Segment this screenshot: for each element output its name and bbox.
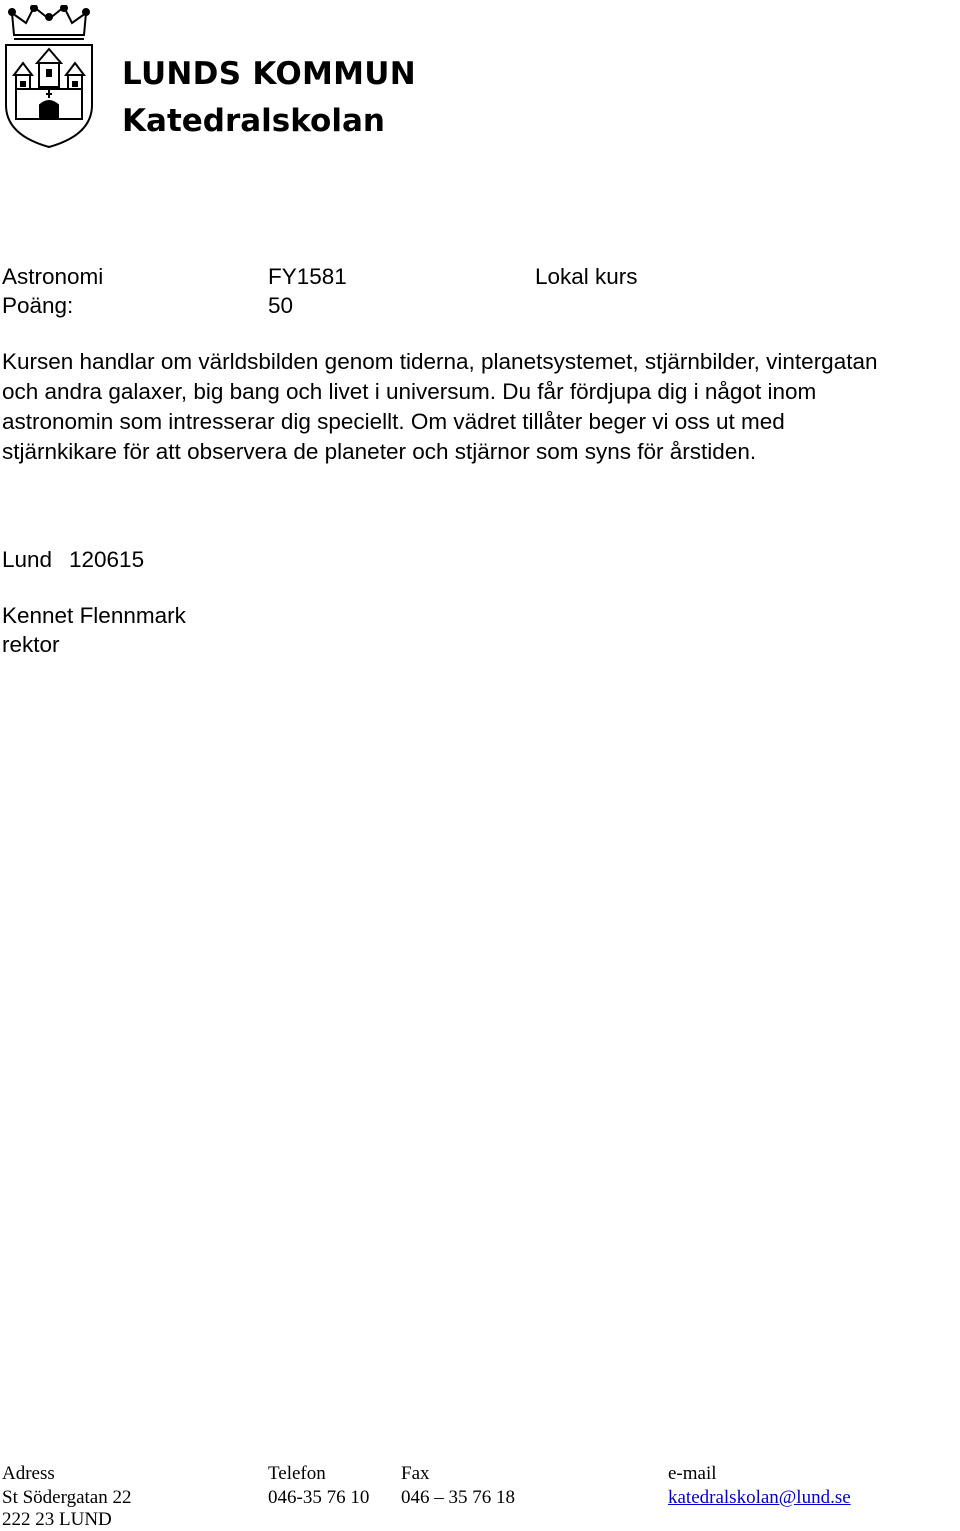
description-line: och andra galaxer, big bang och livet i universum. Du får fördjupa dig i något inom (2, 379, 817, 404)
email-link[interactable]: katedralskolan@lund.se (668, 1487, 851, 1508)
description-line: stjärnkikare för att observera de planeter och stjärnor som syns för årstiden. (2, 439, 757, 464)
fax-number: 046 – 35 76 18 (401, 1487, 515, 1508)
points-label: Poäng: (2, 293, 74, 318)
course-code: FY1581 (268, 264, 347, 289)
fax-label: Fax (401, 1463, 430, 1484)
postal-address-line: 222 23 LUND (2, 1509, 112, 1530)
signature-date: 120615 (69, 547, 145, 572)
phone-label: Telefon (268, 1463, 326, 1484)
course-type: Lokal kurs (535, 264, 638, 289)
signatory-name: Kennet Flennmark (2, 603, 186, 628)
org-name: LUNDS KOMMUN (122, 56, 417, 92)
course-description (2, 347, 960, 467)
signature-place: Lund (2, 547, 53, 572)
lund-coat-of-arms-logo (2, 5, 96, 149)
email-label: e-mail (668, 1463, 717, 1484)
school-name: Katedralskolan (122, 103, 385, 139)
address-line: St Södergatan 22 (2, 1487, 132, 1508)
description-line: astronomin som intresserar dig speciellt. Om vädret tillåter beger vi oss ut med (2, 409, 785, 434)
description-line: Kursen handlar om världsbilden genom tiderna, planetsystemet, stjärnbilder, vintergatan (2, 349, 878, 374)
signatory-title: rektor (2, 632, 60, 657)
phone-number: 046-35 76 10 (268, 1487, 370, 1508)
points-value: 50 (268, 293, 294, 318)
course-subject: Astronomi (2, 264, 104, 289)
address-label: Adress (2, 1463, 55, 1484)
